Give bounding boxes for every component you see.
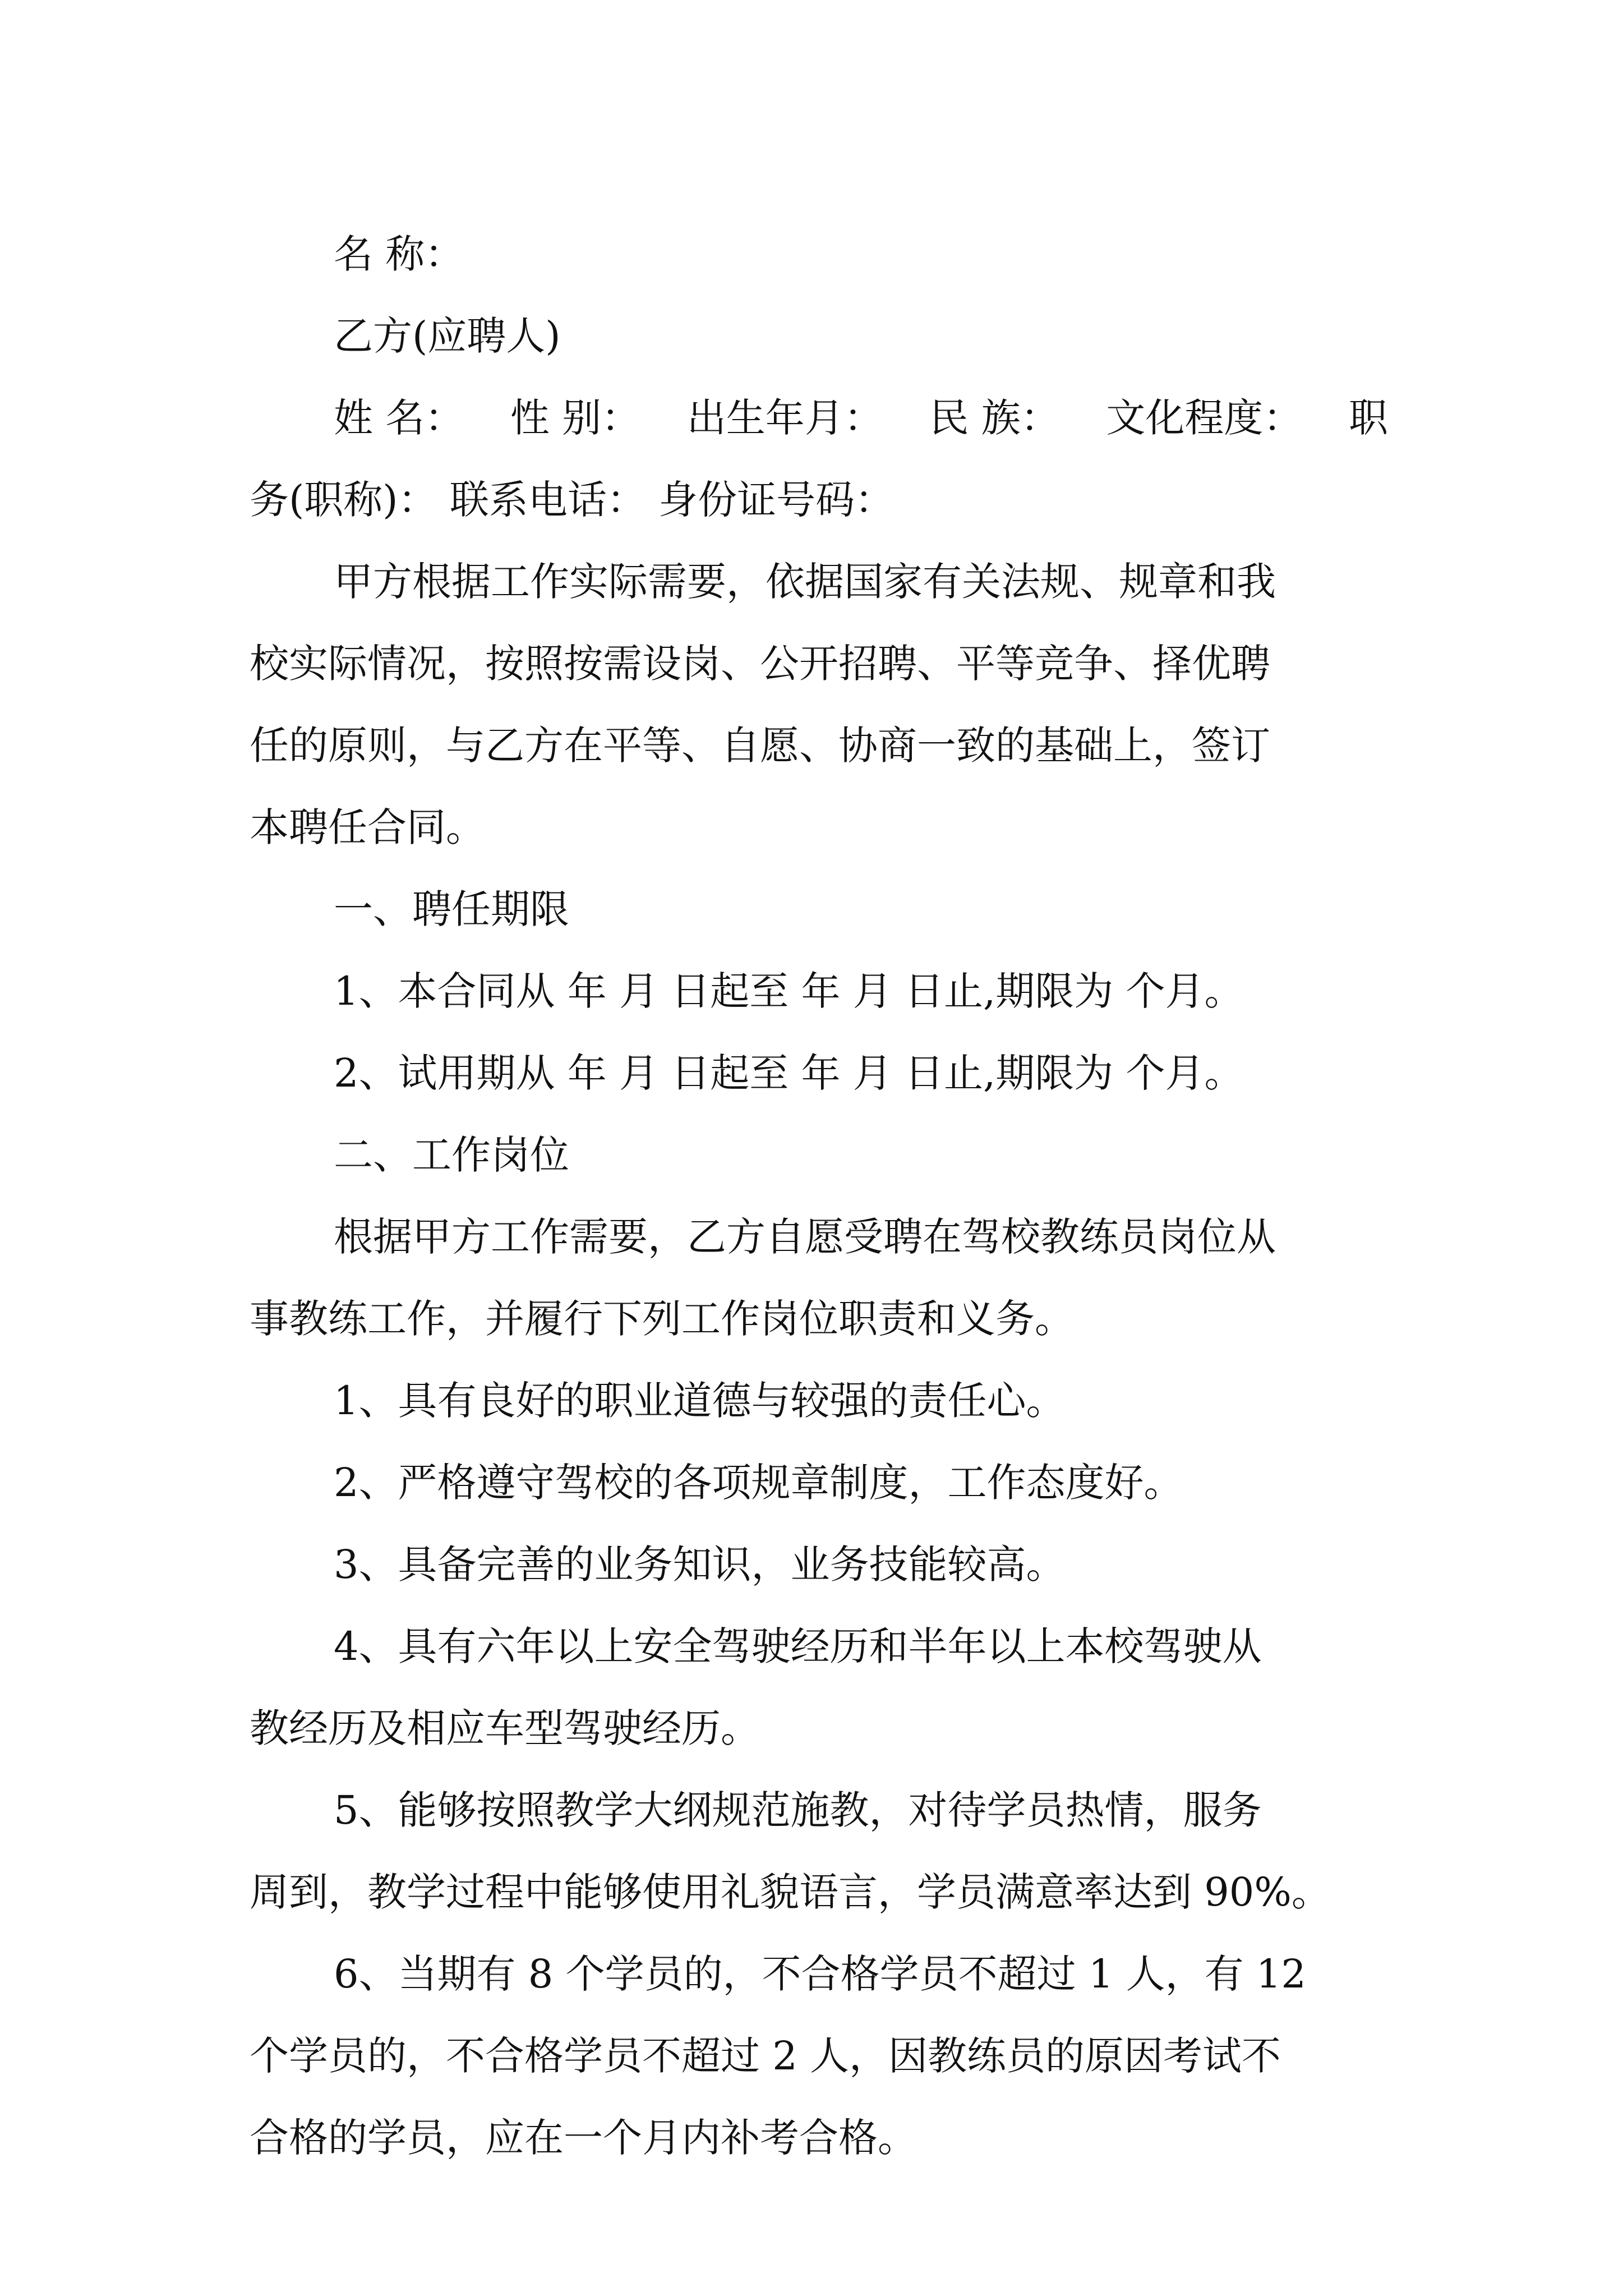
duty-item-1: 1、具有良好的职业道德与较强的责任心。 [334, 1378, 1066, 1424]
contact-info-line: 务(职称)： 联系电话： 身份证号码： [250, 477, 895, 523]
position-intro-line-1: 根据甲方工作需要，乙方自愿受聘在驾校教练员岗位从 [334, 1214, 1276, 1260]
personal-info-line [250, 377, 1388, 459]
duty-item-6-line-1: 6、当期有 8 个学员的，不合格学员不超过 1 人，有 12 [334, 1951, 1306, 1997]
duty-item-6-line-2: 个学员的，不合格学员不超过 2 人，因教练员的原因考试不 [250, 2033, 1281, 2079]
duty-item-6-line-3: 合格的学员，应在一个月内补考合格。 [250, 2115, 917, 2161]
party-b-heading: 乙方(应聘人) [334, 313, 561, 359]
duty-item-5-line-2: 周到，教学过程中能够使用礼貌语言，学员满意率达到 90%。 [250, 1869, 1331, 1915]
section-term-heading: 一、聘任期限 [334, 886, 569, 932]
field-education-label: 文化程度： [1106, 395, 1303, 441]
field-gender-label: 性 别： [510, 395, 641, 441]
preamble-line-2: 校实际情况，按照按需设岗、公开招聘、平等竞争、择优聘 [250, 641, 1270, 687]
duty-item-4-line-1: 4、具有六年以上安全驾驶经历和半年以上本校驾驶从 [334, 1623, 1262, 1669]
duty-item-2: 2、严格遵守驾校的各项规章制度，工作态度好。 [334, 1460, 1183, 1506]
field-title-label-start: 职 [1349, 395, 1388, 441]
document-body [250, 213, 1388, 2179]
preamble-line-3: 任的原则，与乙方在平等、自愿、协商一致的基础上，签订 [250, 723, 1270, 769]
field-ethnicity-label: 民 族： [929, 395, 1060, 441]
term-clause-2: 2、试用期从 年 月 日起至 年 月 日止,期限为 个月。 [334, 1050, 1244, 1096]
field-birth-label: 出生年月： [686, 395, 883, 441]
preamble-line-1: 甲方根据工作实际需要，依据国家有关法规、规章和我 [334, 559, 1276, 605]
duty-item-5-line-1: 5、能够按照教学大纲规范施教，对待学员热情，服务 [334, 1787, 1262, 1833]
field-name-label: 姓 名： [334, 395, 464, 441]
position-intro-line-2: 事教练工作，并履行下列工作岗位职责和义务。 [250, 1296, 1074, 1342]
party-a-name-line: 名 称： [334, 231, 464, 277]
term-clause-1: 1、本合同从 年 月 日起至 年 月 日止,期限为 个月。 [334, 968, 1244, 1014]
preamble-line-4: 本聘任合同。 [250, 804, 485, 850]
section-position-heading: 二、工作岗位 [334, 1132, 569, 1178]
duty-item-3: 3、具备完善的业务知识，业务技能较高。 [334, 1542, 1066, 1588]
duty-item-4-line-2: 教经历及相应车型驾驶经历。 [250, 1705, 760, 1751]
